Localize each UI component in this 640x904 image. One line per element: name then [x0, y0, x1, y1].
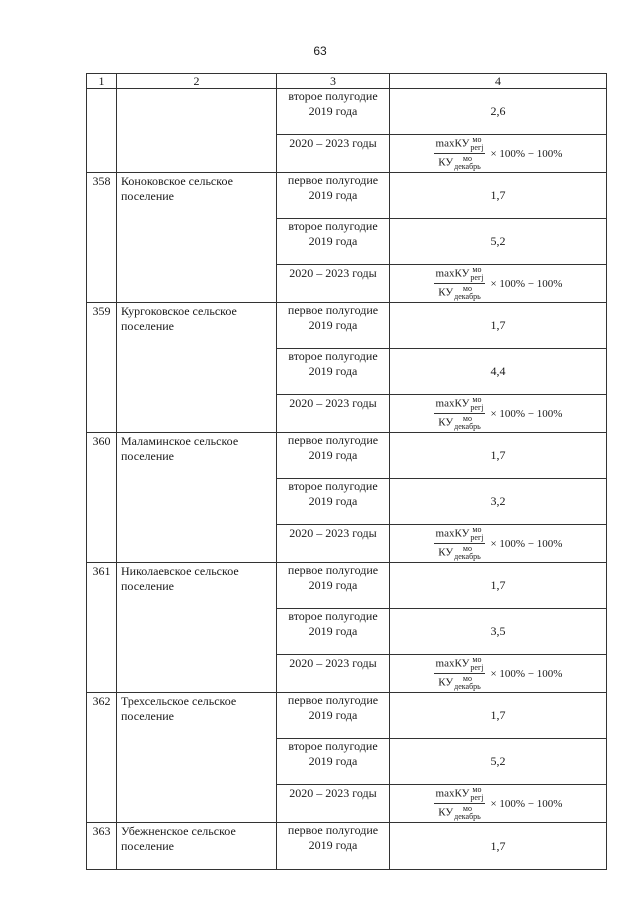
formula-tail: × 100% − 100% — [490, 147, 563, 160]
formula-denominator: КУ мо декабрь — [438, 284, 481, 302]
period-cell: второе полугодие 2019 года — [277, 479, 390, 525]
table-row — [87, 823, 607, 870]
table-row — [87, 693, 607, 739]
formula-fraction — [434, 656, 486, 691]
period-cell: второе полугодие 2019 года — [277, 739, 390, 785]
period-cell: первое полугодие 2019 года — [277, 693, 390, 739]
value-cell: 1,7 — [390, 693, 607, 739]
value-cell: 1,7 — [390, 303, 607, 349]
formula-cell — [390, 785, 607, 823]
formula-denominator: КУ мо декабрь — [438, 544, 481, 562]
formula-numerator: maxКУ мо регj — [435, 265, 484, 283]
row-name-cell: Убежненское сельское поселение — [117, 823, 277, 870]
formula — [434, 656, 563, 691]
formula-denominator: КУ мо декабрь — [438, 154, 481, 172]
period-cell: первое полугодие 2019 года — [277, 563, 390, 609]
period-cell: второе полугодие 2019 года — [277, 219, 390, 265]
period-cell: первое полугодие 2019 года — [277, 823, 390, 870]
row-number-cell: 363 — [87, 823, 117, 870]
value-cell: 3,5 — [390, 609, 607, 655]
header-row — [87, 74, 607, 89]
formula-tail: × 100% − 100% — [490, 797, 563, 810]
row-name-cell: Николаевское сельское поселение — [117, 563, 277, 693]
formula-fraction — [434, 396, 486, 431]
period-cell: первое полугодие 2019 года — [277, 433, 390, 479]
value-cell: 5,2 — [390, 739, 607, 785]
period-cell: 2020 – 2023 годы — [277, 525, 390, 563]
value-cell: 5,2 — [390, 219, 607, 265]
period-cell: второе полугодие 2019 года — [277, 609, 390, 655]
formula-cell — [390, 135, 607, 173]
row-number-cell: 358 — [87, 173, 117, 303]
data-table — [86, 73, 607, 870]
period-cell: первое полугодие 2019 года — [277, 173, 390, 219]
formula-numerator: maxКУ мо регj — [435, 135, 484, 153]
formula-cell — [390, 525, 607, 563]
period-cell: 2020 – 2023 годы — [277, 785, 390, 823]
row-name-cell: Маламинское сельское поселение — [117, 433, 277, 563]
value-cell: 1,7 — [390, 823, 607, 870]
formula — [434, 786, 563, 821]
formula-fraction — [434, 786, 486, 821]
formula-tail: × 100% − 100% — [490, 537, 563, 550]
table-row — [87, 433, 607, 479]
formula-denominator: КУ мо декабрь — [438, 804, 481, 822]
table-row — [87, 563, 607, 609]
formula-fraction — [434, 266, 486, 301]
row-name-cell: Трехсельское сельское поселение — [117, 693, 277, 823]
page-number: 63 — [313, 44, 327, 58]
period-cell: 2020 – 2023 годы — [277, 395, 390, 433]
row-number-cell: 359 — [87, 303, 117, 433]
period-cell: второе полугодие 2019 года — [277, 349, 390, 395]
table-row — [87, 303, 607, 349]
value-cell: 3,2 — [390, 479, 607, 525]
row-name-cell: Кургоковское сельское поселение — [117, 303, 277, 433]
formula-denominator: КУ мо декабрь — [438, 414, 481, 432]
row-name-cell — [117, 89, 277, 173]
period-cell: 2020 – 2023 годы — [277, 265, 390, 303]
header-cell-3: 3 — [277, 74, 390, 89]
header-cell-2: 2 — [117, 74, 277, 89]
value-cell: 1,7 — [390, 563, 607, 609]
row-number-cell: 360 — [87, 433, 117, 563]
formula-cell — [390, 395, 607, 433]
value-cell: 1,7 — [390, 433, 607, 479]
formula-tail: × 100% − 100% — [490, 277, 563, 290]
formula-cell — [390, 655, 607, 693]
formula-fraction — [434, 526, 486, 561]
table-row — [87, 89, 607, 135]
formula-tail: × 100% − 100% — [490, 667, 563, 680]
formula — [434, 136, 563, 171]
formula-fraction — [434, 136, 486, 171]
formula — [434, 526, 563, 561]
period-cell: второе полугодие 2019 года — [277, 89, 390, 135]
formula-numerator: maxКУ мо регj — [435, 785, 484, 803]
formula-numerator: maxКУ мо регj — [435, 525, 484, 543]
table-row — [87, 173, 607, 219]
formula-numerator: maxКУ мо регj — [435, 655, 484, 673]
row-number-cell: 361 — [87, 563, 117, 693]
header-cell-4: 4 — [390, 74, 607, 89]
period-cell: 2020 – 2023 годы — [277, 135, 390, 173]
formula — [434, 266, 563, 301]
formula-tail: × 100% − 100% — [490, 407, 563, 420]
formula-cell — [390, 265, 607, 303]
value-cell: 1,7 — [390, 173, 607, 219]
period-cell: 2020 – 2023 годы — [277, 655, 390, 693]
header-cell-1: 1 — [87, 74, 117, 89]
formula-numerator: maxКУ мо регj — [435, 395, 484, 413]
row-number-cell: 362 — [87, 693, 117, 823]
formula — [434, 396, 563, 431]
row-name-cell: Коноковское сельское поселение — [117, 173, 277, 303]
value-cell: 2,6 — [390, 89, 607, 135]
value-cell: 4,4 — [390, 349, 607, 395]
formula-denominator: КУ мо декабрь — [438, 674, 481, 692]
row-number-cell — [87, 89, 117, 173]
period-cell: первое полугодие 2019 года — [277, 303, 390, 349]
